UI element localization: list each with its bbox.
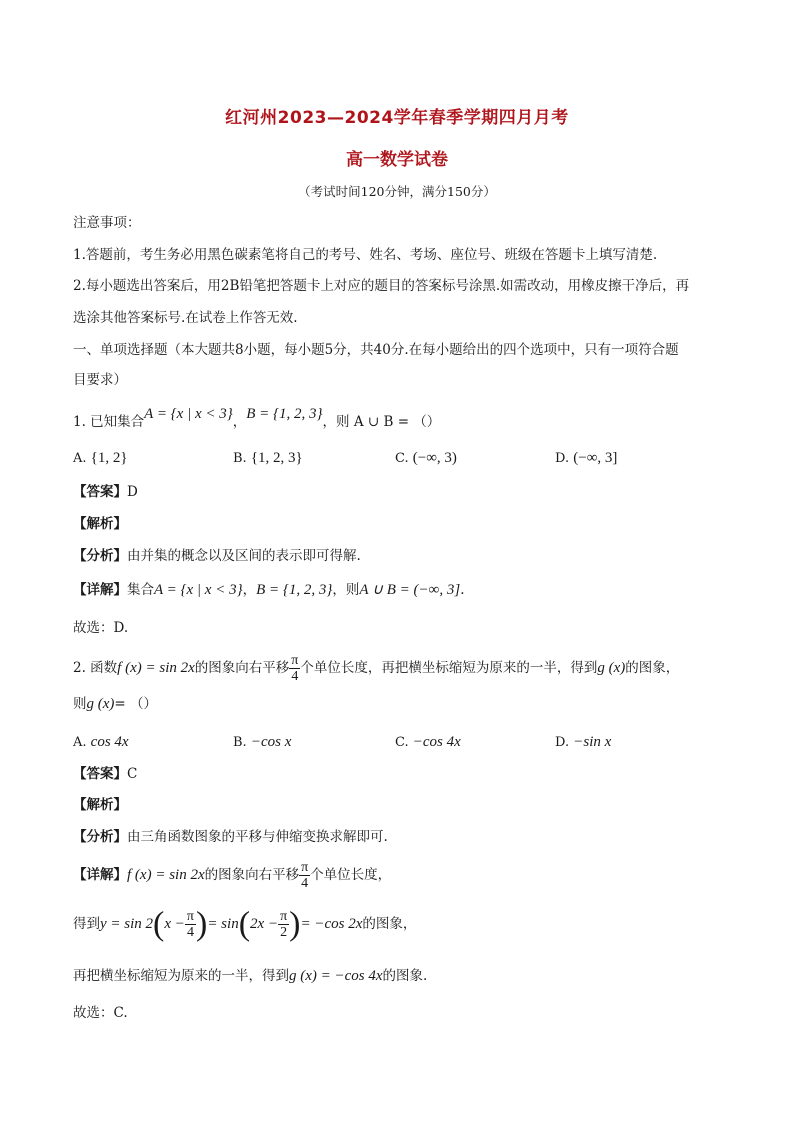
q2-step-fraction-1: $\frac{\pi}{4}$ (186, 909, 194, 940)
q2-ask: 则g (x)= （） (73, 696, 158, 712)
q2-option-a: A. cos 4x (73, 734, 129, 750)
q2-analysis: 【分析】由三角函数图象的平移与伸缩变换求解即可. (73, 829, 388, 845)
q1-ask: ，则 A ∪ B = （） (322, 414, 441, 430)
notes-heading: 注意事项： (73, 215, 141, 231)
q2-explain-tag: 【解析】 (73, 797, 127, 813)
q2-detail: 【详解】f (x) = sin 2x的图象向右平移 $\frac{\pi}{4}$ 个单位长度， (73, 860, 392, 891)
q1-option-a: A. {1, 2} (73, 450, 128, 466)
q1-explain-tag: 【解析】 (73, 516, 127, 532)
q1-analysis: 【分析】由并集的概念以及区间的表示即可得解. (73, 548, 361, 564)
q2-conclusion: 故选：C. (73, 1005, 128, 1021)
exam-info: （考试时间120分钟，满分150分） (298, 184, 496, 199)
q1-stem (73, 406, 441, 432)
q1-conclusion: 故选：D. (73, 620, 129, 636)
exam-subtitle: 高一数学试卷 (346, 150, 448, 170)
q2-func: f (x) = sin 2x (117, 660, 195, 676)
note-item-2b: 选涂其他答案标号.在试卷上作答无效. (73, 310, 298, 326)
q2-detail-fraction: $\frac{\pi}{4}$ (301, 860, 309, 891)
section1-heading-a: 一、单项选择题（本大题共8小题，每小题5分，共40分.在每小题给出的四个选项中，只有一项符合题 (73, 342, 679, 358)
q1-comma: ， (232, 414, 247, 430)
q1-option-b: B. {1, 2, 3} (233, 450, 303, 466)
exam-title: 红河州2023—2024学年春季学期四月月考 (225, 108, 569, 128)
q1-detail: 【详解】集合A = {x | x < 3}，B = {1, 2, 3}，则A ∪ B = (−∞, 3]. (73, 582, 465, 598)
q2-step-fraction-2: $\frac{\pi}{2}$ (280, 909, 288, 940)
q1-prefix: 1. 已知集合 (73, 414, 145, 430)
note-item-1: 1.答题前，考生务必用黑色碳素笔将自己的考号、姓名、考场、座位号、班级在答题卡上填写清楚. (73, 247, 658, 263)
q1-answer: 【答案】D (73, 484, 138, 500)
q1-option-d: D. (−∞, 3] (555, 450, 618, 466)
q2-option-b: B. −cos x (233, 734, 292, 750)
note-item-2a: 2.每小题选出答案后，用2B铅笔把答题卡上对应的题目的答案标号涂黑.如需改动，用橡皮擦干净后，再 (73, 278, 690, 294)
q2-option-c: C. −cos 4x (395, 734, 461, 750)
section1-heading-b: 目要求） (73, 372, 127, 388)
q1-set-a: A = {x | x < 3} (144, 406, 233, 422)
q2-step: 得到y = sin 2(x − $\frac{\pi}{4}$ )= sin(2x − $\frac{\pi}{2}$ )= −cos 2x的图象， (73, 905, 417, 943)
q1-set-b: B = {1, 2, 3} (246, 406, 323, 422)
q2-option-d: D. −sin x (555, 734, 612, 750)
q2-stem: 2. 函数f (x) = sin 2x的图象向右平移 $\frac{\pi}{4}$ 个单位长度，再把横坐标缩短为原来的一半，得到g (x)的图象， (73, 653, 680, 684)
q2-fraction: $\frac{\pi}{4}$ (291, 653, 299, 684)
q1-option-c: C. (−∞, 3) (395, 450, 457, 466)
q2-step-2: 再把横坐标缩短为原来的一半，得到g (x) = −cos 4x的图象. (73, 968, 428, 984)
q2-answer: 【答案】C (73, 766, 138, 782)
